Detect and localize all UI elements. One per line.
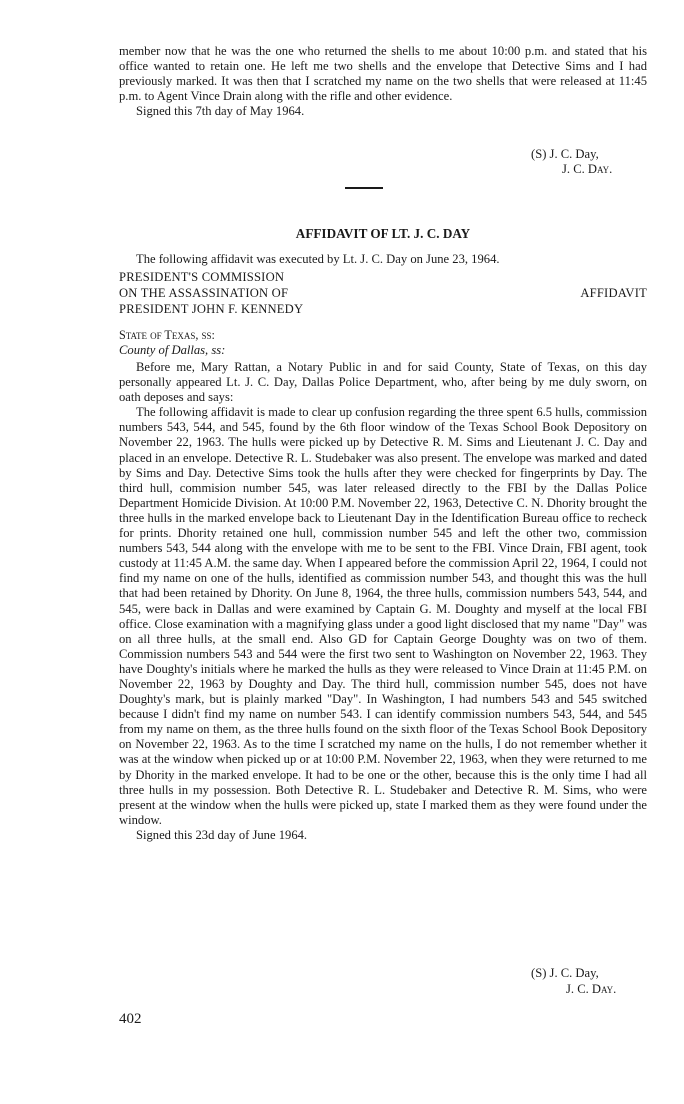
body-paragraph-1: Before me, Mary Rattan, a Notary Public in and for said County, State of Texas, on this day personally appeared Lt. J. C. Day, Dallas Police Department, who, after being by me duly sworn, on oath deposes and says: (119, 360, 647, 405)
top-paragraph: member now that he was the one who returned the shells to me about 10:00 p.m. and stated that his office wanted to retain one. He left me two shells and the envelope that Detective Sims and I had previously marked. It was then that I scratched my name on the two shells that were released at 11:45 p.m. to Agent Vince Drain along with the rifle and other evidence. (119, 44, 647, 104)
commission-header-line1: PRESIDENT'S COMMISSION (119, 270, 285, 284)
top-signed-line: Signed this 7th day of May 1964. (136, 104, 305, 119)
intro-block (119, 252, 647, 267)
page-number: 402 (119, 1011, 142, 1027)
bottom-signature-line1: (S) J. C. Day, (531, 966, 599, 980)
top-signature-line2: J. C. Day. (562, 162, 613, 176)
affidavit-body (119, 360, 647, 843)
intro-line: The following affidavit was executed by Lt. J. C. Day on June 23, 1964. (136, 252, 500, 266)
commission-header-line2: ON THE ASSASSINATION OF (119, 286, 289, 300)
body-paragraph-2: The following affidavit is made to clear up confusion regarding the three spent 6.5 hulls, commission numbers 543, 544, and 545, found by the 6th floor window of the Texas School Book Depository on November 22, 1963. The hulls were picked up by Detective R. M. Sims and Lieutenant J. C. Day and placed in an envelope. Detective R. L. Studebaker was also present. The envelope was marked and dated by Sims and Day. Detective Sims took the hulls after they were checked for fingerprints by Day. The third hull, commision number 545, was later released directly to the FBI by the Dallas Police Department Homicide Division. At 10:00 P.M. November 22, 1963, Detective C. N. Dhority brought the three hulls in the marked envelope back to Lieutenant Day in the Identification Bureau office to recheck for prints. Dhority retained one hull, commission number 545 and left the other two, commission numbers 543, 544 along with the envelope with me to be sent to the FBI. Vince Drain, FBI agent, took custody at 11:45 A.M. the same day. When I appeared before the commission April 22, 1964, I could not find my name on one of the hulls, identified as commission number 543, and thought this was the hull that had been retained by Dhority. On June 8, 1964, the three hulls, commission numbers 543, 544, and 545, were back in Dallas and were examined by Captain G. M. Doughty and myself at the local FBI office. Close examination with a magnifying glass under a good light disclosed that my name "Day" was on all three hulls, at the small end. Also GD for Captain George Doughty was on two of them. Commission numbers 543 and 544 were the first two sent to Washington on November 22, 1963. They have Doughty's initials where he marked the hulls as they were released to Vince Drain at 11:45 P.M. on November 22, 1963 by Doughty and Day. The third hull, commission number 545, does not have Doughty's mark, but is plainly marked "Day". In Washington, I had numbers 543 and 545 switched because I didn't find my name on number 543. I can identify commission numbers 543, 544, and 545 from my name on them, as the three hulls found on the sixth floor of the Texas School Book Depository on November 22, 1963. As to the time I scratched my name on the hulls, I do not remember whether it was at the window when picked up or at 10:00 P.M. November 22, 1963, when they were returned to me by Dhority in the marked envelope. It had to be one or the other, because this is the only time I had all three hulls in my possession. Both Detective R. L. Studebaker and Detective R. M. Sims, who were present at the window when the hulls were picked up, state I marked them as they were found under the window. (119, 405, 647, 827)
bottom-signed-line: Signed this 23d day of June 1964. (136, 827, 308, 842)
bottom-signature-line2: J. C. Day. (566, 982, 617, 996)
affidavit-heading: AFFIDAVIT OF LT. J. C. DAY (295, 226, 471, 241)
top-section (119, 44, 647, 119)
section-divider (345, 187, 383, 189)
county-line: County of Dallas, ss: (119, 343, 226, 357)
top-signature-line1: (S) J. C. Day, (531, 147, 599, 161)
affidavit-label: AFFIDAVIT (580, 286, 647, 300)
commission-header-line3: PRESIDENT JOHN F. KENNEDY (119, 302, 304, 316)
state-line: State of Texas, ss: (119, 328, 215, 342)
